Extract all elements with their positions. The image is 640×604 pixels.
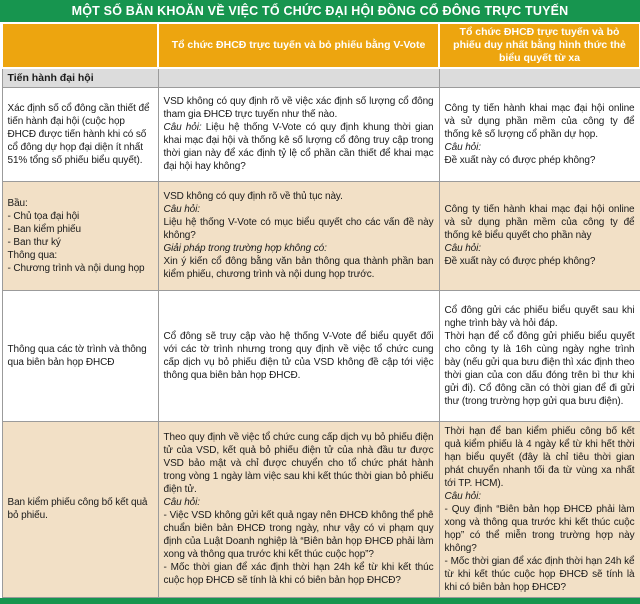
cell-paragraph: - Việc VSD không gửi kết quả ngay nên ĐHCĐ không thể phê chuẩn biên bản ĐHCĐ trong ngày, như vậy có vi phạm quy định của Luật Doanh nghiệp là “Biên bản họp ĐHCĐ phải làm xong và thông qua trước khi kết thúc cuộc họp”? xyxy=(163,510,434,560)
remote-ballot-answer-cell xyxy=(439,87,640,181)
cell-paragraph xyxy=(445,242,635,255)
row-label-cell xyxy=(2,181,158,290)
header-remote-ballot-column: Tổ chức ĐHCĐ trực tuyến và bỏ phiếu duy nhất bằng hình thức thẻ biểu quyết từ xa xyxy=(439,23,640,68)
italic-lead-text: Câu hỏi: xyxy=(444,243,481,254)
cell-paragraph xyxy=(445,490,635,503)
remote-ballot-answer-cell xyxy=(439,181,640,290)
vvote-answer-cell xyxy=(158,181,439,290)
cell-paragraph: Công ty tiến hành khai mạc đại hội online và sử dụng phần mềm của công ty để thống kê biểu quyết cho phần này xyxy=(444,204,635,241)
table-body xyxy=(2,87,640,597)
cell-paragraph: Xin ý kiến cổ đông bằng văn bản thông qua thành phần ban kiểm phiếu, chương trình và nội dung họp trước. xyxy=(163,256,434,280)
section-row-empty-cell xyxy=(439,68,640,87)
cell-paragraph: Thời hạn để cổ đông gửi phiếu biểu quyết cho công ty là 16h cùng ngày nghe trình bày (nếu gửi qua bưu điện thì xác định theo thời gian của con dấu đóng trên bì thư khi gửi đi). Cổ đông cần có thời gian để đi gửi thư (trong trường hợp gửi qua bưu điện). xyxy=(444,330,635,407)
cell-paragraph: Theo quy định về việc tổ chức cung cấp dịch vụ bỏ phiếu điện tử của VSD, kết quả bỏ phiếu điện tử của nhà đầu tư được VSD bảo mật và chỉ được chuyển cho tổ chức phát hành trong vòng 1 ngày làm việc sau khi kết thúc thời gian bỏ phiếu điện tử. xyxy=(163,432,434,495)
cell-paragraph: - Ban kiểm phiếu xyxy=(7,223,81,235)
cell-paragraph xyxy=(164,203,434,216)
cell-paragraph xyxy=(445,141,635,154)
cell-paragraph xyxy=(164,496,434,509)
section-row xyxy=(2,68,640,87)
cell-paragraph: Thông qua các tờ trình và thông qua biên bản họp ĐHCĐ xyxy=(7,343,147,368)
cell-paragraph: - Chủ tọa đại hội xyxy=(7,210,80,222)
cell-paragraph: VSD không có quy định rõ về việc xác định số lượng cổ đông tham gia ĐHCĐ trực tuyến như thế nào. xyxy=(163,96,434,120)
bottom-accent-bar xyxy=(0,598,640,604)
row-label-cell xyxy=(2,421,158,597)
vvote-answer-cell xyxy=(158,421,439,597)
cell-paragraph: Cổ đông sẽ truy cập vào hệ thống V-Vote để biểu quyết đối với các tờ trình nhưng trong quy định về việc tổ chức cung cấp dịch vụ bỏ phiếu điện tử của VSD không đề cập tới việc thông qua biên bản họp ĐHCĐ. xyxy=(163,330,434,381)
table-row xyxy=(2,421,640,597)
header-row xyxy=(2,23,640,68)
cell-paragraph: Thông qua: xyxy=(7,249,58,261)
remote-ballot-answer-cell xyxy=(439,421,640,597)
cell-paragraph: Bầu: xyxy=(7,197,28,209)
row-label-cell xyxy=(2,87,158,181)
italic-lead-text: Câu hỏi: xyxy=(444,141,481,153)
cell-paragraph: Liệu hệ thống V-Vote có mục biểu quyết cho các vấn đề này không? xyxy=(163,217,434,241)
cell-paragraph: - Ban thư ký xyxy=(7,236,61,248)
italic-lead-text: Câu hỏi: xyxy=(163,122,202,133)
italic-lead-text: Câu hỏi: xyxy=(163,204,200,215)
italic-lead-text: Câu hỏi: xyxy=(444,490,481,502)
table-row xyxy=(2,290,640,421)
cell-paragraph: Công ty tiến hành khai mạc đại hội online và sử dụng phần mềm của công ty để thống kê số lượng cổ phần dự họp. xyxy=(444,102,635,140)
table-row xyxy=(2,181,640,290)
cell-paragraph: - Mốc thời gian để xác định thời hạn 24h kể từ khi kết thúc cuộc họp ĐHCĐ sẽ tính là khi có biên bản họp ĐHCĐ? xyxy=(444,555,635,593)
cell-paragraph: - Chương trình và nội dung họp xyxy=(7,262,145,274)
row-label-cell xyxy=(2,290,158,421)
cell-paragraph: Xác định số cổ đông cần thiết để tiến hành đại hội (cuộc họp ĐHCĐ được tiến hành khi có số cổ đông dự họp đại diện ít nhất 51% tổng số phiếu biểu quyết). xyxy=(7,102,150,166)
cell-paragraph: Thời hạn để ban kiểm phiếu công bố kết quả kiểm phiếu là 4 ngày kể từ khi hết thời hạn biểu quyết (đây là chỉ tiêu thời gian phát chuyển nhanh tối đa từ vùng xa nhất tới TP. HCM). xyxy=(444,425,635,489)
header-empty-cell xyxy=(2,23,158,68)
section-row-empty-cell xyxy=(158,68,439,87)
cell-paragraph: Đề xuất này có được phép không? xyxy=(444,256,596,267)
cell-paragraph: Cổ đông gửi các phiếu biểu quyết sau khi nghe trình bày và hỏi đáp. xyxy=(444,304,635,329)
cell-paragraph xyxy=(164,242,434,255)
vvote-answer-cell xyxy=(158,290,439,421)
cell-paragraph: Câu hỏi: Liệu hệ thống V-Vote có quy định khung thời gian khai mạc đại hội và thống kê số lượng cổ đông truy cập trong thời gian này để xác định tỷ lệ cổ phần cần thiết để khai mạc đại hội hay không? xyxy=(163,122,434,172)
italic-lead-text: Giải pháp trong trường hợp không có: xyxy=(163,243,327,254)
italic-lead-text: Câu hỏi: xyxy=(163,497,200,508)
remote-ballot-answer-cell xyxy=(439,290,640,421)
vvote-answer-cell xyxy=(158,87,439,181)
cell-paragraph: - Quy định “Biên bản họp ĐHCĐ phải làm xong và thông qua trước khi kết thúc cuộc họp” có thể miễn trong trường hợp này không? xyxy=(444,503,635,554)
cell-paragraph: - Mốc thời gian để xác định thời hạn 24h kể từ khi kết thúc cuộc họp ĐHCĐ sẽ tính là khi có biên bản họp ĐHCĐ? xyxy=(163,562,434,586)
cell-paragraph: Đề xuất này có được phép không? xyxy=(444,154,596,166)
page-title: MỘT SỐ BĂN KHOĂN VỀ VIỆC TỔ CHỨC ĐẠI HỘI ĐỒNG CỔ ĐÔNG TRỰC TUYẾN xyxy=(0,0,640,22)
header-vvote-column: Tổ chức ĐHCĐ trực tuyến và bỏ phiếu bằng V-Vote xyxy=(158,23,439,68)
section-row-label: Tiến hành đại hội xyxy=(2,68,158,87)
comparison-table xyxy=(1,22,640,598)
cell-paragraph: VSD không có quy định rõ về thủ tục này. xyxy=(163,191,343,202)
cell-paragraph: Ban kiểm phiếu công bố kết quả bỏ phiếu. xyxy=(7,497,148,521)
table-row xyxy=(2,87,640,181)
